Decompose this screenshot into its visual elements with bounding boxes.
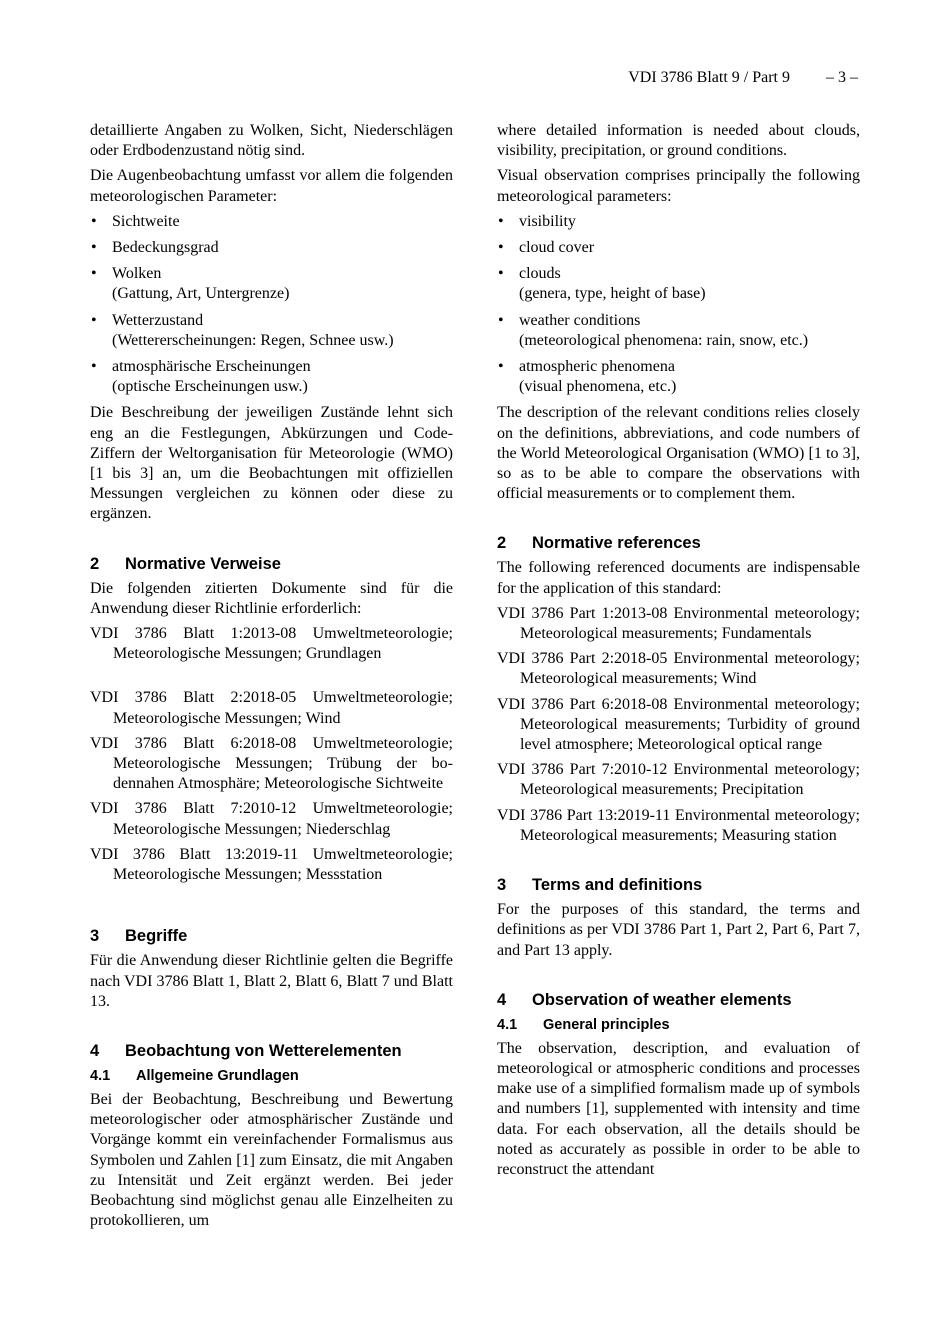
reference-item: VDI 3786 Part 1:2013-08 Environmental meteorology; Meteorological measurements; Fundamentals: [497, 604, 860, 643]
paragraph: detaillierte Angaben zu Wolken, Sicht, Niederschlägen oder Erdbodenzustand nötig sind.: [90, 122, 453, 160]
paragraph: where detailed information is needed about clouds, visibility, precipitation, or ground conditions.: [497, 122, 860, 160]
section-heading-2: 2 Normative references: [497, 534, 701, 553]
paragraph: Die Augenbeobachtung umfasst vor allem die folgenden meteorologischen Parameter:: [90, 167, 453, 205]
reference-item: VDI 3786 Part 13:2019-11 Environmental meteorology; Meteorological measurements; Measuring station: [497, 806, 860, 844]
list-item: • atmosphärische Erscheinungen (optische Erscheinungen usw.): [91, 358, 311, 396]
section-heading-4: 4 Beobachtung von Wetterelementen: [90, 1041, 402, 1060]
section-heading-2: 2 Normative Verweise: [90, 554, 281, 573]
bullet-icon: •: [91, 265, 97, 283]
list-item: • cloud cover: [497, 238, 860, 258]
subsection-heading-4-1: 4.1 Allgemeine Grundlagen: [90, 1067, 299, 1084]
bullet-icon: •: [498, 212, 504, 230]
list-item: • visibility: [497, 212, 860, 232]
paragraph: The description of the relevant conditions relies closely on the definitions, abbreviations, and code numbers of the World Meteorological Organisation (WMO) [1 to 3], so as to be able to compare the observations with official measurements or to complement them.: [497, 404, 860, 503]
list-item: • Sichtweite: [90, 212, 453, 232]
section-heading-3: 3 Terms and definitions: [497, 876, 703, 895]
paragraph: Visual observation comprises principally the following meteorological parameters:: [497, 167, 860, 205]
bullet-icon: •: [91, 311, 97, 329]
paragraph: The following referenced documents are indispensable for the application of this standard:: [497, 559, 860, 597]
page-header: [628, 67, 858, 89]
page-number: – 3 –: [826, 69, 858, 86]
bullet-icon: •: [498, 239, 504, 257]
reference-item: VDI 3786 Blatt 1:2013-08 Umweltmeteorologie; Meteorologische Messungen; Grundlagen: [90, 625, 453, 663]
bullet-icon: •: [498, 311, 504, 329]
german-column: [90, 121, 453, 1236]
reference-item: VDI 3786 Blatt 2:2018-05 Umweltmeteorologie; Meteorologische Messungen; Wind: [90, 689, 453, 727]
section-heading-4: 4 Observation of weather elements: [497, 990, 792, 1009]
list-item: • clouds (genera, type, height of base): [498, 265, 706, 303]
parameter-list: [90, 212, 453, 398]
paragraph: Für die Anwendung dieser Richtlinie gelten die Begriffe nach VDI 3786 Blatt 1, Blatt 2, Blatt 6, Blatt 7 und Blatt 13.: [90, 952, 453, 1010]
bullet-icon: •: [91, 358, 97, 376]
paragraph: For the purposes of this standard, the terms and definitions as per VDI 3786 Part 1, Part 2, Part 6, Part 7, and Part 13 apply.: [497, 901, 860, 959]
bullet-icon: •: [498, 358, 504, 376]
bullet-icon: •: [91, 212, 97, 230]
bullet-icon: •: [498, 265, 504, 283]
reference-item: VDI 3786 Part 2:2018-05 Environmental meteorology; Meteorological measurements; Wind: [497, 650, 860, 688]
reference-list: [497, 604, 860, 846]
list-item: • Bedeckungsgrad: [90, 238, 453, 258]
paragraph: Die folgenden zitierten Dokumente sind für die Anwendung dieser Richtlinie erforderlich:: [90, 579, 453, 617]
list-item: • weather conditions (meteorological phenomena: rain, snow, etc.): [498, 311, 809, 349]
list-item: • atmospheric phenomena (visual phenomena, etc.): [498, 358, 677, 396]
paragraph: The observation, description, and evaluation of meteorological or atmospheric conditions and processes make use of a simplified formalism made up of symbols and numbers [1], supplemented with intensity and time data. For each observation, all the details should be noted as accurately as possible in order to be able to reconstruct the attendant: [497, 1039, 860, 1178]
reference-item: VDI 3786 Part 6:2018-08 Environmental meteorology; Meteorological measurements; Turbidity of ground level atmosphere; Meteorological optical range: [497, 695, 860, 754]
paragraph: Bei der Beobachtung, Beschreibung und Bewertung meteorologischer oder atmosphärischer Zustände und Vorgänge kommt ein vereinfachender Formalismus aus Symbolen und Zahlen [1] zum Einsatz, die mit Angaben zu Intensität und Zeit ergänzt werden. Bei jeder Beobachtung sind möglichst genau alle Einzelheiten zu protokollieren, um: [90, 1090, 453, 1230]
reference-item: VDI 3786 Blatt 6:2018-08 Umweltmeteorologie; Meteorologische Messungen; Trübung der bodennahen Atmosphäre; Meteorologische Sichtweite: [90, 734, 453, 793]
subsection-heading-4-1: 4.1 General principles: [497, 1016, 670, 1033]
english-column: [497, 121, 860, 1185]
parameter-list: [497, 212, 860, 398]
reference-item: VDI 3786 Part 7:2010-12 Environmental meteorology; Meteorological measurements; Precipitation: [497, 761, 860, 799]
paragraph: Die Beschreibung der jeweiligen Zustände lehnt sich eng an die Festlegungen, Abkürzungen und Code-Ziffern der Weltorganisation für Meteorologie (WMO) [1 bis 3] an, um die Beobachtungen mit offiziellen Messungen vergleichen zu können oder diese zu ergänzen.: [90, 404, 453, 523]
bullet-icon: •: [91, 239, 97, 257]
list-item: • Wolken (Gattung, Art, Untergrenze): [91, 265, 290, 303]
reference-item: VDI 3786 Blatt 13:2019-11 Umweltmeteorologie; Meteorologische Messungen; Messstation: [90, 845, 453, 884]
reference-item: VDI 3786 Blatt 7:2010-12 Umweltmeteorologie; Meteorologische Messungen; Niederschlag: [90, 800, 453, 838]
section-heading-3: 3 Begriffe: [90, 927, 188, 946]
list-item: • Wetterzustand (Wettererscheinungen: Regen, Schnee usw.): [91, 311, 394, 349]
reference-list: [90, 624, 453, 885]
document-reference: VDI 3786 Blatt 9 / Part 9: [628, 69, 790, 86]
